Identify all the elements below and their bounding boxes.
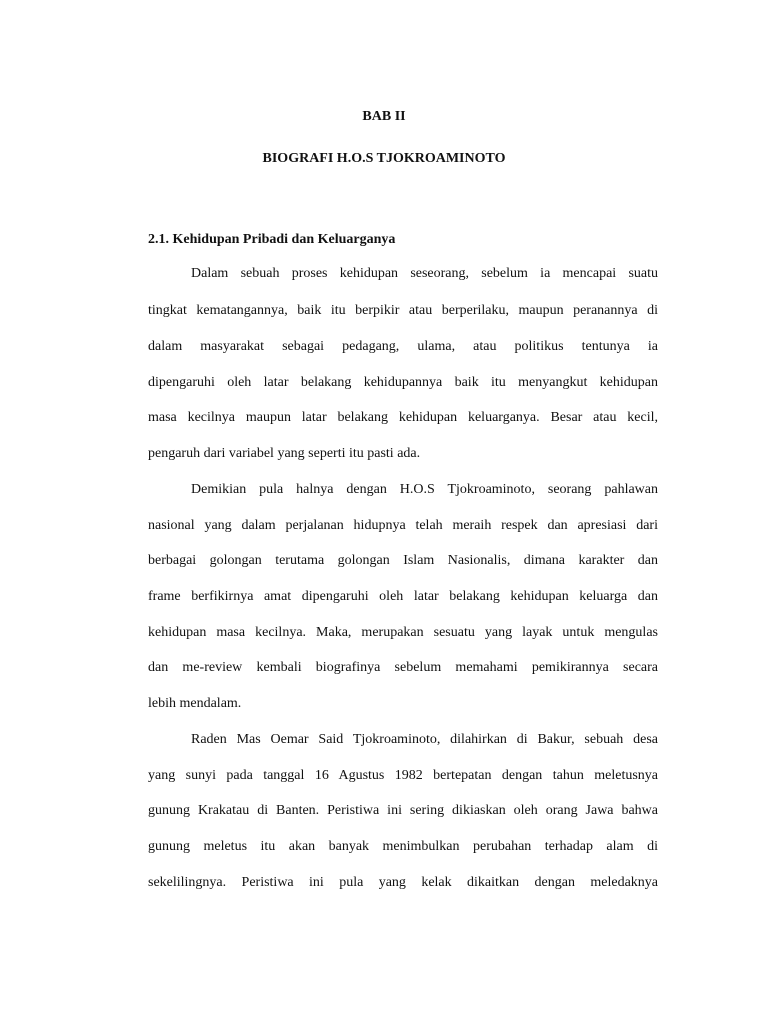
paragraph-line: dipengaruhi oleh latar belakang kehidupannya baik itu menyangkut kehidupan: [148, 375, 658, 390]
paragraph-line: gunung meletus itu akan banyak menimbulkan perubahan terhadap alam di: [148, 839, 658, 854]
chapter-title: BIOGRAFI H.O.S TJOKROAMINOTO: [262, 151, 506, 166]
paragraph-line: kehidupan masa kecilnya. Maka, merupakan sesuatu yang layak untuk mengulas: [148, 625, 658, 640]
paragraph-line: Dalam sebuah proses kehidupan seseorang, sebelum ia mencapai suatu: [191, 266, 658, 281]
paragraph-line: lebih mendalam.: [148, 696, 242, 711]
chapter-label: BAB II: [362, 109, 406, 124]
paragraph-line: frame berfikirnya amat dipengaruhi oleh latar belakang kehidupan keluarga dan: [148, 589, 658, 604]
paragraph-line: nasional yang dalam perjalanan hidupnya telah meraih respek dan apresiasi dari: [148, 518, 658, 533]
paragraph-line: masa kecilnya maupun latar belakang kehidupan keluarganya. Besar atau kecil,: [148, 410, 658, 425]
paragraph-line: yang sunyi pada tanggal 16 Agustus 1982 bertepatan dengan tahun meletusnya: [148, 768, 658, 783]
paragraph-line: dan me-review kembali biografinya sebelum memahami pemikirannya secara: [148, 660, 658, 675]
paragraph-line: sekelilingnya. Peristiwa ini pula yang kelak dikaitkan dengan meledaknya: [148, 875, 658, 890]
paragraph-line: gunung Krakatau di Banten. Peristiwa ini sering dikiaskan oleh orang Jawa bahwa: [148, 803, 658, 818]
paragraph-line: berbagai golongan terutama golongan Islam Nasionalis, dimana karakter dan: [148, 553, 658, 568]
paragraph-line: tingkat kematangannya, baik itu berpikir atau berperilaku, maupun peranannya di: [148, 303, 658, 318]
section-heading: 2.1. Kehidupan Pribadi dan Keluarganya: [148, 232, 396, 247]
paragraph-line: Demikian pula halnya dengan H.O.S Tjokroaminoto, seorang pahlawan: [191, 482, 658, 497]
paragraph-line: pengaruh dari variabel yang seperti itu pasti ada.: [148, 446, 421, 461]
paragraph-line: Raden Mas Oemar Said Tjokroaminoto, dilahirkan di Bakur, sebuah desa: [191, 732, 658, 747]
paragraph-line: dalam masyarakat sebagai pedagang, ulama, atau politikus tentunya ia: [148, 339, 658, 354]
